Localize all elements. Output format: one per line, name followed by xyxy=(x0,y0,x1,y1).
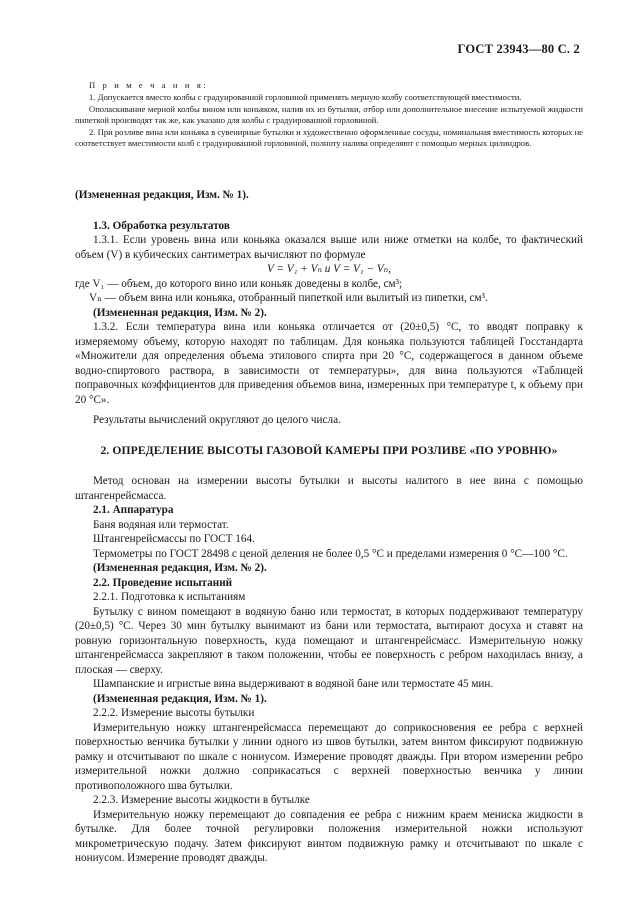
volume-formula: V = V₁ + Vₙ и V = V₁ − Vₙ, xyxy=(266,263,391,275)
para-2-2-3-text: Измерительную ножку перемещают до совпадения ее ребра с нижним краем мениска жидкости в бутылке. Для более точной регулировки положения измерительной ножки используют микрометрическую подачу. Затем фиксируют винтом подвижную рамку и отсчитывают по шкале с нониусом. Измерение проводят дважды. xyxy=(75,808,583,864)
para-2-2-1-heading: 2.2.1. Подготовка к испытаниям xyxy=(93,591,246,603)
edit-note-4: (Измененная редакция, Изм. № 1). xyxy=(93,692,267,705)
apparatus-thermometer: Термометры по ГОСТ 28498 с ценой деления не более 0,5 °С и пределами измерения 0 °С—100 °С. xyxy=(93,547,568,560)
section-2-intro: Метод основан на измерении высоты бутылки и высоты налитого в нее вина с помощью штангенрейсмасса. xyxy=(75,475,583,502)
para-2-2-2-text: Измерительную ножку штангенрейсмасса перемещают до соприкосновения ее ребра с верхней поверхностью венчика бутылки у линии одного из швов бутылки, затем винтом фиксируют подвижную рамку и отсчитывают по шкале с нониусом. Измерение проводят дважды. При втором измерении ребро измерительной ножки должно соприкасаться с верхней поверхностью венчика у линии противоположного шва бутылки. xyxy=(75,721,583,792)
main-text xyxy=(75,188,583,866)
section-2-2-heading: 2.2. Проведение испытаний xyxy=(93,576,233,589)
notes-block xyxy=(75,80,583,149)
para-1-3-1: 1.3.1. Если уровень вина или коньяка оказался выше или ниже отметки на колбе, то фактический объем (V) в кубических сантиметрах вычисляют по формуле xyxy=(75,234,583,261)
rounding-note: Результаты вычислений округляют до целого числа. xyxy=(93,414,341,426)
notes-title: П р и м е ч а н и я: xyxy=(89,80,209,90)
section-2-1-heading: 2.1. Аппаратура xyxy=(93,504,174,516)
where-v1: где V₁ — объем, до которого вино или коньяк доведены в колбе, см³; xyxy=(75,277,403,290)
apparatus-bath: Баня водяная или термостат. xyxy=(93,518,229,531)
para-2-2-1-text: Бутылку с вином помещают в водяную баню или термостат, в которых поддерживают температуру (20±0,5) °С. Через 30 мин бутылку вынимают из бани или термостата, вытирают досуха и ставят на ровную горизонтальную поверхность, куда помещают и штангенрейсмасс. Измерительную ножку штангенрейсмасса закрепляют в таком положении, чтобы ее поверхность с ребром находилась внизу, а плоская — сверху. xyxy=(75,605,583,676)
para-2-2-3-heading: 2.2.3. Измерение высоты жидкости в бутылке xyxy=(93,794,310,806)
note-1: 1. Допускается вместо колбы с градуированной горловиной применять мерную колбу соответствующей вместимости. xyxy=(89,92,522,103)
section-2-title: 2. ОПРЕДЕЛЕНИЕ ВЫСОТЫ ГАЗОВОЙ КАМЕРЫ ПРИ РОЗЛИВЕ «ПО УРОВНЮ» xyxy=(100,443,558,457)
para-2-2-1-champagne: Шампанские и игристые вина выдерживают в водяной бане или термостате 45 мин. xyxy=(93,678,494,690)
edit-note-3: (Измененная редакция, Изм. № 2). xyxy=(93,562,267,574)
where-vn: Vₙ — объем вина или коньяка, отобранный пипеткой или вылитый из пипетки, см³. xyxy=(89,292,488,304)
note-1-rinse: Ополаскивание мерной колбы вином или коньяком, налив их из бутылки, отбор или дополнительное внесение испытуемой жидкости пипеткой производят так же, как указано для колбы с градуированной горловиной. xyxy=(75,103,583,126)
note-2: 2. При розливе вина или коньяка в сувенирные бутылки и художественно оформленные сосуды, номинальная вместимость которых не соответствует вместимости колб с градуированной горловиной, полноту налива определяют с помощью мерных цилиндров. xyxy=(75,126,583,149)
para-2-2-2-heading: 2.2.2. Измерение высоты бутылки xyxy=(93,707,255,719)
edit-note-2: (Измененная редакция, Изм. № 2). xyxy=(93,306,267,319)
edit-note-1: (Измененная редакция, Изм. № 1). xyxy=(75,189,249,201)
page-header: ГОСТ 23943—80 С. 2 xyxy=(457,42,580,56)
apparatus-gauge: Штангенрейсмассы по ГОСТ 164. xyxy=(93,533,255,545)
section-1-3-heading: 1.3. Обработка результатов xyxy=(93,219,230,232)
para-1-3-2: 1.3.2. Если температура вина или коньяка отличается от (20±0,5) °С, то вводят поправку к измеряемому объему, которую находят по таблицам. Для коньяка пользуются таблицей Госстандарта «Множители для определения объема этилового спирта при 20 °С, содержащегося в данном объеме водно-спиртового раствора, в зависимости от температуры», для вина пользуются «Таблицей поправочных коэффициентов для приведения объемов вина, измеренных при температуре t, к объему при 20 °С». xyxy=(75,321,583,406)
